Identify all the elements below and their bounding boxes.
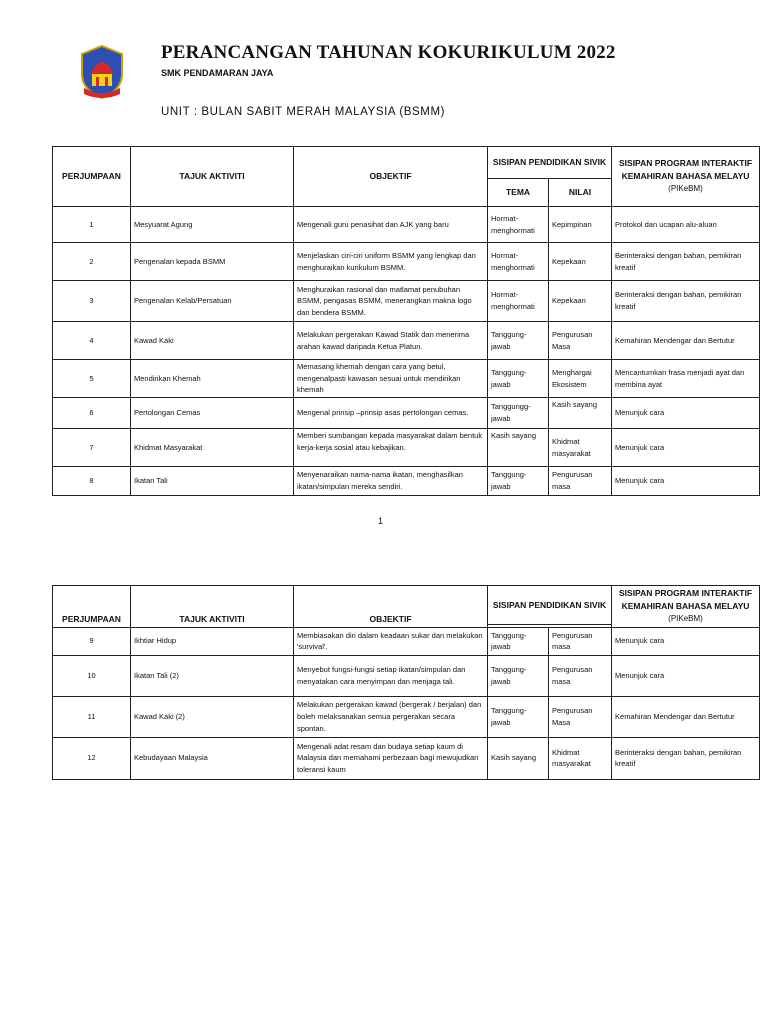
unit-name: UNIT : BULAN SABIT MERAH MALAYSIA (BSMM)	[161, 106, 446, 118]
cell-objektif: Melakukan pergerakan Kawad Statik dan menerima arahan kawad daripada Ketua Platun.	[294, 322, 488, 360]
cell-objektif: Melakukan pergerakan kawad (bergerak / berjalan) dan boleh melaksanakan semua pergerakan secara spontan.	[294, 696, 488, 737]
cell-pikebm: Menunjuk cara	[612, 398, 760, 429]
cell-objektif: Membiasakan diri dalam keadaan sukar dan melakukan 'survival'.	[294, 627, 488, 655]
column-header-sisipan-sivik: SISIPAN PENDIDIKAN SIVIK	[488, 586, 612, 625]
cell-pikebm: Menunjuk cara	[612, 655, 760, 696]
cell-tema: Tanggung-jawab	[488, 322, 549, 360]
column-header-objektif: OBJEKTIF	[294, 586, 488, 628]
table-row	[53, 696, 760, 737]
column-header-sisipan-pikebm	[612, 586, 760, 628]
column-header-sisipan-pikebm	[612, 147, 760, 207]
column-header-perjumpaan: PERJUMPAAN	[53, 586, 131, 628]
school-name: SMK PENDAMARAN JAYA	[161, 68, 274, 78]
column-header-tajuk-aktiviti: TAJUK AKTIVITI	[131, 586, 294, 628]
cell-tajuk: Kawad Kaki (2)	[131, 696, 294, 737]
cell-tema: Tanggungg-jawab	[488, 398, 549, 429]
cell-nilai: Pengurusan masa	[549, 627, 612, 655]
table-row	[53, 467, 760, 496]
cell-nilai: Kepekaan	[549, 243, 612, 281]
cell-perjumpaan: 7	[53, 429, 131, 467]
cell-objektif: Menyebut fungsi-fungsi setiap ikatan/simpulan dan menyatakan cara menyimpan dan menjaga tali.	[294, 655, 488, 696]
cell-tajuk: Ikatan Tali	[131, 467, 294, 496]
table-row	[53, 243, 760, 281]
cell-perjumpaan: 10	[53, 655, 131, 696]
table-row	[53, 360, 760, 398]
cell-pikebm: Berinteraksi dengan bahan, pemikiran kreatif	[612, 281, 760, 322]
cell-tema: Kasih sayang	[488, 429, 549, 467]
column-header-perjumpaan: PERJUMPAAN	[53, 147, 131, 207]
cell-pikebm: Kemahiran Mendengar dan Bertutur	[612, 322, 760, 360]
cell-perjumpaan: 9	[53, 627, 131, 655]
pikebm-header-abbr: (PIKeBM)	[668, 614, 703, 624]
cell-perjumpaan: 5	[53, 360, 131, 398]
cell-objektif: Menyenaraikan nama-nama ikatan, menghasilkan ikatan/simpulan mereka sendiri.	[294, 467, 488, 496]
cell-tema: Tanggung-jawab	[488, 696, 549, 737]
cell-tajuk: Pengenalan kepada BSMM	[131, 243, 294, 281]
cell-objektif: Mengenali guru penasihat dan AJK yang baru	[294, 207, 488, 243]
cell-nilai: Kepimpinan	[549, 207, 612, 243]
cell-pikebm: Protokol dan ucapan alu-aluan	[612, 207, 760, 243]
document-title: PERANCANGAN TAHUNAN KOKURIKULUM 2022	[161, 42, 616, 63]
cell-perjumpaan: 12	[53, 737, 131, 779]
pikebm-header-abbr: (PIKeBM)	[668, 184, 703, 194]
page-number: 1	[378, 516, 384, 526]
table-row	[53, 655, 760, 696]
cell-tema: Tanggung-jawab	[488, 655, 549, 696]
activity-plan-table-continued	[52, 585, 760, 780]
cell-tajuk: Ikhtiar Hidup	[131, 627, 294, 655]
cell-tajuk: Khidmat Masyarakat	[131, 429, 294, 467]
cell-perjumpaan: 11	[53, 696, 131, 737]
cell-tema: Tanggung-jawab	[488, 467, 549, 496]
cell-nilai: Khidmat masyarakat	[549, 429, 612, 467]
cell-perjumpaan: 6	[53, 398, 131, 429]
cell-perjumpaan: 1	[53, 207, 131, 243]
activity-plan-table	[52, 146, 760, 496]
cell-pikebm: Berinteraksi dengan bahan, pemikiran kreatif	[612, 737, 760, 779]
table-row	[53, 398, 760, 429]
cell-tajuk: Ikatan Tali (2)	[131, 655, 294, 696]
cell-tajuk: Mesyuarat Agung	[131, 207, 294, 243]
column-header-tema: TEMA	[488, 179, 549, 207]
cell-nilai: Khidmat masyarakat	[549, 737, 612, 779]
cell-tajuk: Kawad Kaki	[131, 322, 294, 360]
cell-pikebm: Menunjuk cara	[612, 467, 760, 496]
cell-tema: Hormat-menghormati	[488, 207, 549, 243]
cell-objektif: Memasang khemah dengan cara yang betul, mengenalpasti kawasan sesuai untuk mendirikan khemah	[294, 360, 488, 398]
cell-pikebm: Berinteraksi dengan bahan, pemikiran kreatif	[612, 243, 760, 281]
cell-pikebm: Menunjuk cara	[612, 627, 760, 655]
cell-nilai: Pengurusan Masa	[549, 322, 612, 360]
cell-nilai: Kasih sayang	[549, 398, 612, 429]
pikebm-header-label: SISIPAN PROGRAM INTERAKTIF KEMAHIRAN BAHASA MELAYU	[619, 588, 753, 612]
table-row	[53, 627, 760, 655]
cell-objektif: Mengenal prinsip –prinsip asas pertolongan cemas.	[294, 398, 488, 429]
pikebm-header-label: SISIPAN PROGRAM INTERAKTIF KEMAHIRAN BAHASA MELAYU	[619, 158, 753, 182]
cell-objektif: Menjelaskan ciri-ciri uniform BSMM yang lengkap dan menghuraikan kurikulum BSMM.	[294, 243, 488, 281]
cell-tajuk: Kebudayaan Malaysia	[131, 737, 294, 779]
cell-objektif: Memberi sumbangan kepada masyarakat dalam bentuk kerja-kerja sosial atau kebajikan.	[294, 429, 488, 467]
table-row	[53, 281, 760, 322]
cell-tema: Tanggung-jawab	[488, 627, 549, 655]
cell-nilai: Pengurusan Masa	[549, 696, 612, 737]
cell-pikebm: Menunjuk cara	[612, 429, 760, 467]
table-row	[53, 429, 760, 467]
school-crest-logo	[78, 44, 126, 100]
table-row	[53, 737, 760, 779]
cell-perjumpaan: 4	[53, 322, 131, 360]
table-row	[53, 322, 760, 360]
cell-tajuk: Pertolongan Cemas	[131, 398, 294, 429]
cell-nilai: Menghargai Ekosistem	[549, 360, 612, 398]
cell-pikebm: Kemahiran Mendengar dan Bertutur	[612, 696, 760, 737]
cell-tema: Tanggung-jawab	[488, 360, 549, 398]
cell-tajuk: Mendirikan Khemah	[131, 360, 294, 398]
cell-perjumpaan: 8	[53, 467, 131, 496]
cell-tema: Kasih sayang	[488, 737, 549, 779]
column-header-sisipan-sivik: SISIPAN PENDIDIKAN SIVIK	[488, 147, 612, 179]
cell-tema: Hormat-menghormati	[488, 281, 549, 322]
cell-pikebm: Mencantumkan frasa menjadi ayat dan membina ayat	[612, 360, 760, 398]
column-header-tajuk-aktiviti: TAJUK AKTIVITI	[131, 147, 294, 207]
table-row	[53, 207, 760, 243]
cell-nilai: Pengurusan masa	[549, 655, 612, 696]
cell-objektif: Mengenali adat resam dan budaya setiap kaum di Malaysia dan memahami perbezaan bagi mewujudkan toleransi kaum	[294, 737, 488, 779]
cell-perjumpaan: 2	[53, 243, 131, 281]
cell-tajuk: Pengenalan Kelab/Persatuan	[131, 281, 294, 322]
cell-nilai: Pengurusan masa	[549, 467, 612, 496]
cell-perjumpaan: 3	[53, 281, 131, 322]
column-header-objektif: OBJEKTIF	[294, 147, 488, 207]
cell-objektif: Menghuraikan rasional dan matlamat penubuhan BSMM, pengasas BSMM, menerangkan makna logo dan bendera BSMM.	[294, 281, 488, 322]
column-header-nilai: NILAI	[549, 179, 612, 207]
cell-nilai: Kepekaan	[549, 281, 612, 322]
cell-tema: Hormat-menghormati	[488, 243, 549, 281]
